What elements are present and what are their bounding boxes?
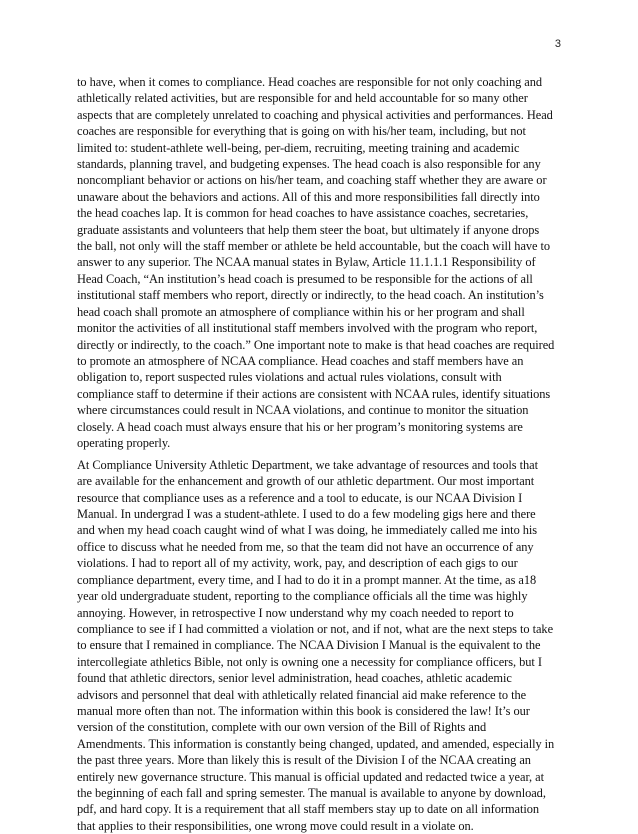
text-line: compliance staff to determine if their actions are consistent with NCAA rules, identify situations bbox=[77, 386, 551, 401]
text-line: intercollegiate athletics Bible, not only is owning one a necessity for compliance officers, but I bbox=[77, 654, 542, 669]
text-line: annoying. However, in retrospective I now understand why my coach needed to report to bbox=[77, 605, 514, 620]
text-line: directly or indirectly, to the coach.” One important note to make is that head coaches are required bbox=[77, 337, 555, 352]
text-line: At Compliance University Athletic Department, we take advantage of resources and tools that bbox=[77, 457, 538, 472]
paragraph bbox=[77, 74, 563, 451]
text-line: the beginning of each fall and spring semester. The manual is available to anyone by download, bbox=[77, 785, 546, 800]
text-line: the past three years. More than likely this is result of the Division I of the NCAA creating an bbox=[77, 753, 531, 768]
text-line: closely. A head coach must always ensure that his or her program’s monitoring systems are bbox=[77, 419, 523, 434]
text-line: noncompliant behavior or actions on his/her team, and coaching staff whether they are aware or bbox=[77, 173, 547, 188]
text-line: standards, planning travel, and budgeting expenses. The head coach is also responsible for any bbox=[77, 157, 541, 172]
text-line: are available for the enhancement and growth of our athletic department. Our most important bbox=[77, 474, 535, 489]
text-line: year old undergraduate student, reporting to the compliance officials all the time was highly bbox=[77, 589, 528, 604]
text-line: operating properly. bbox=[77, 435, 171, 450]
text-line: that applies to their responsibilities, one wrong move could result in a violate on. bbox=[77, 818, 474, 833]
text-line: aspects that are completely unrelated to coaching and physical activities and performances. Head bbox=[77, 107, 553, 122]
text-line: resource that compliance uses as a reference and a tool to educate, is our NCAA Division I bbox=[77, 490, 523, 505]
text-line: and when my head coach caught wind of what I was doing, he immediately called me into his bbox=[77, 523, 538, 538]
text-line: athletically related activities, but are responsible for and held accountable for so many other bbox=[77, 91, 528, 106]
text-line: version of the constitution, complete with our own version of the Bill of Rights and bbox=[77, 720, 487, 735]
text-line: unaware about the behaviors and actions. All of this and more responsibilities fall directly into bbox=[77, 189, 540, 204]
text-line: pdf, and hard copy. It is a requirement that all staff members stay up to date on all information bbox=[77, 802, 540, 817]
text-line: to promote an atmosphere of NCAA compliance. Head coaches and staff members have an bbox=[77, 353, 524, 368]
text-line: to ensure that I remained in compliance. The NCAA Division I Manual is the equivalent to the bbox=[77, 638, 541, 653]
text-line: the ball, not only will the staff member or athlete be held accountable, but the coach will have to bbox=[77, 239, 551, 254]
text-line: Head Coach, “An institution’s head coach is presumed to be responsible for the actions of all bbox=[77, 271, 533, 286]
text-line: advisors and personnel that deal with athletically related financial aid make reference to the bbox=[77, 687, 527, 702]
text-line: monitor the activities of all institutional staff members involved with the program who report, bbox=[77, 321, 538, 336]
text-line: entirely new governance structure. This manual is official updated and redacted twice a year, at bbox=[77, 769, 544, 784]
paragraph bbox=[77, 457, 563, 834]
text-line: institutional staff members who report, directly or indirectly, to the head coach. An institution’s bbox=[77, 288, 544, 303]
text-line: obligation to, report suspected rules violations and actual rules violations, consult with bbox=[77, 370, 502, 385]
text-line: the head coaches lap. It is common for head coaches to have assistance coaches, secretaries, bbox=[77, 206, 529, 221]
text-line: coaches are responsible for everything that is going on with his/her team, including, but not bbox=[77, 124, 526, 139]
text-line: Amendments. This information is constantly being changed, updated, and amended, especially in bbox=[77, 736, 555, 751]
text-line: limited to: student-athlete well-being, per-diem, recruiting, meeting training and academic bbox=[77, 140, 520, 155]
text-line: compliance department, every time, and I had to do it in a prompt manner. At the time, as a18 bbox=[77, 572, 537, 587]
text-line: violations. I had to report all of my activity, work, pay, and description of each gigs to our bbox=[77, 556, 518, 571]
text-line: where circumstances could result in NCAA violations, and continue to monitor the situation bbox=[77, 403, 529, 418]
text-line: answer to any superior. The NCAA manual states in Bylaw, Article 11.1.1.1 Responsibility of bbox=[77, 255, 536, 270]
document-body bbox=[77, 74, 563, 834]
page-number: 3 bbox=[554, 38, 561, 50]
text-line: manual more often than not. The information within this book is considered the law! It’s our bbox=[77, 703, 530, 718]
text-line: graduate assistants and volunteers that help them steer the boat, but ultimately if anyone drops bbox=[77, 222, 540, 237]
text-line: to have, when it comes to compliance. Head coaches are responsible for not only coaching and bbox=[77, 75, 543, 89]
text-line: office to discuss what he needed from me, so that the team did not have an occurrence of any bbox=[77, 539, 534, 554]
text-line: compliance to see if I had committed a violation or not, and if not, what are the next steps to take bbox=[77, 621, 554, 636]
text-line: Manual. In undergrad I was a student-athlete. I used to do a few modeling gigs here and there bbox=[77, 507, 536, 522]
text-line: head coach shall promote an atmosphere of compliance within his or her program and shall bbox=[77, 304, 525, 319]
text-line: found that athletic directors, senior level administration, head coaches, athletic academic bbox=[77, 671, 512, 686]
